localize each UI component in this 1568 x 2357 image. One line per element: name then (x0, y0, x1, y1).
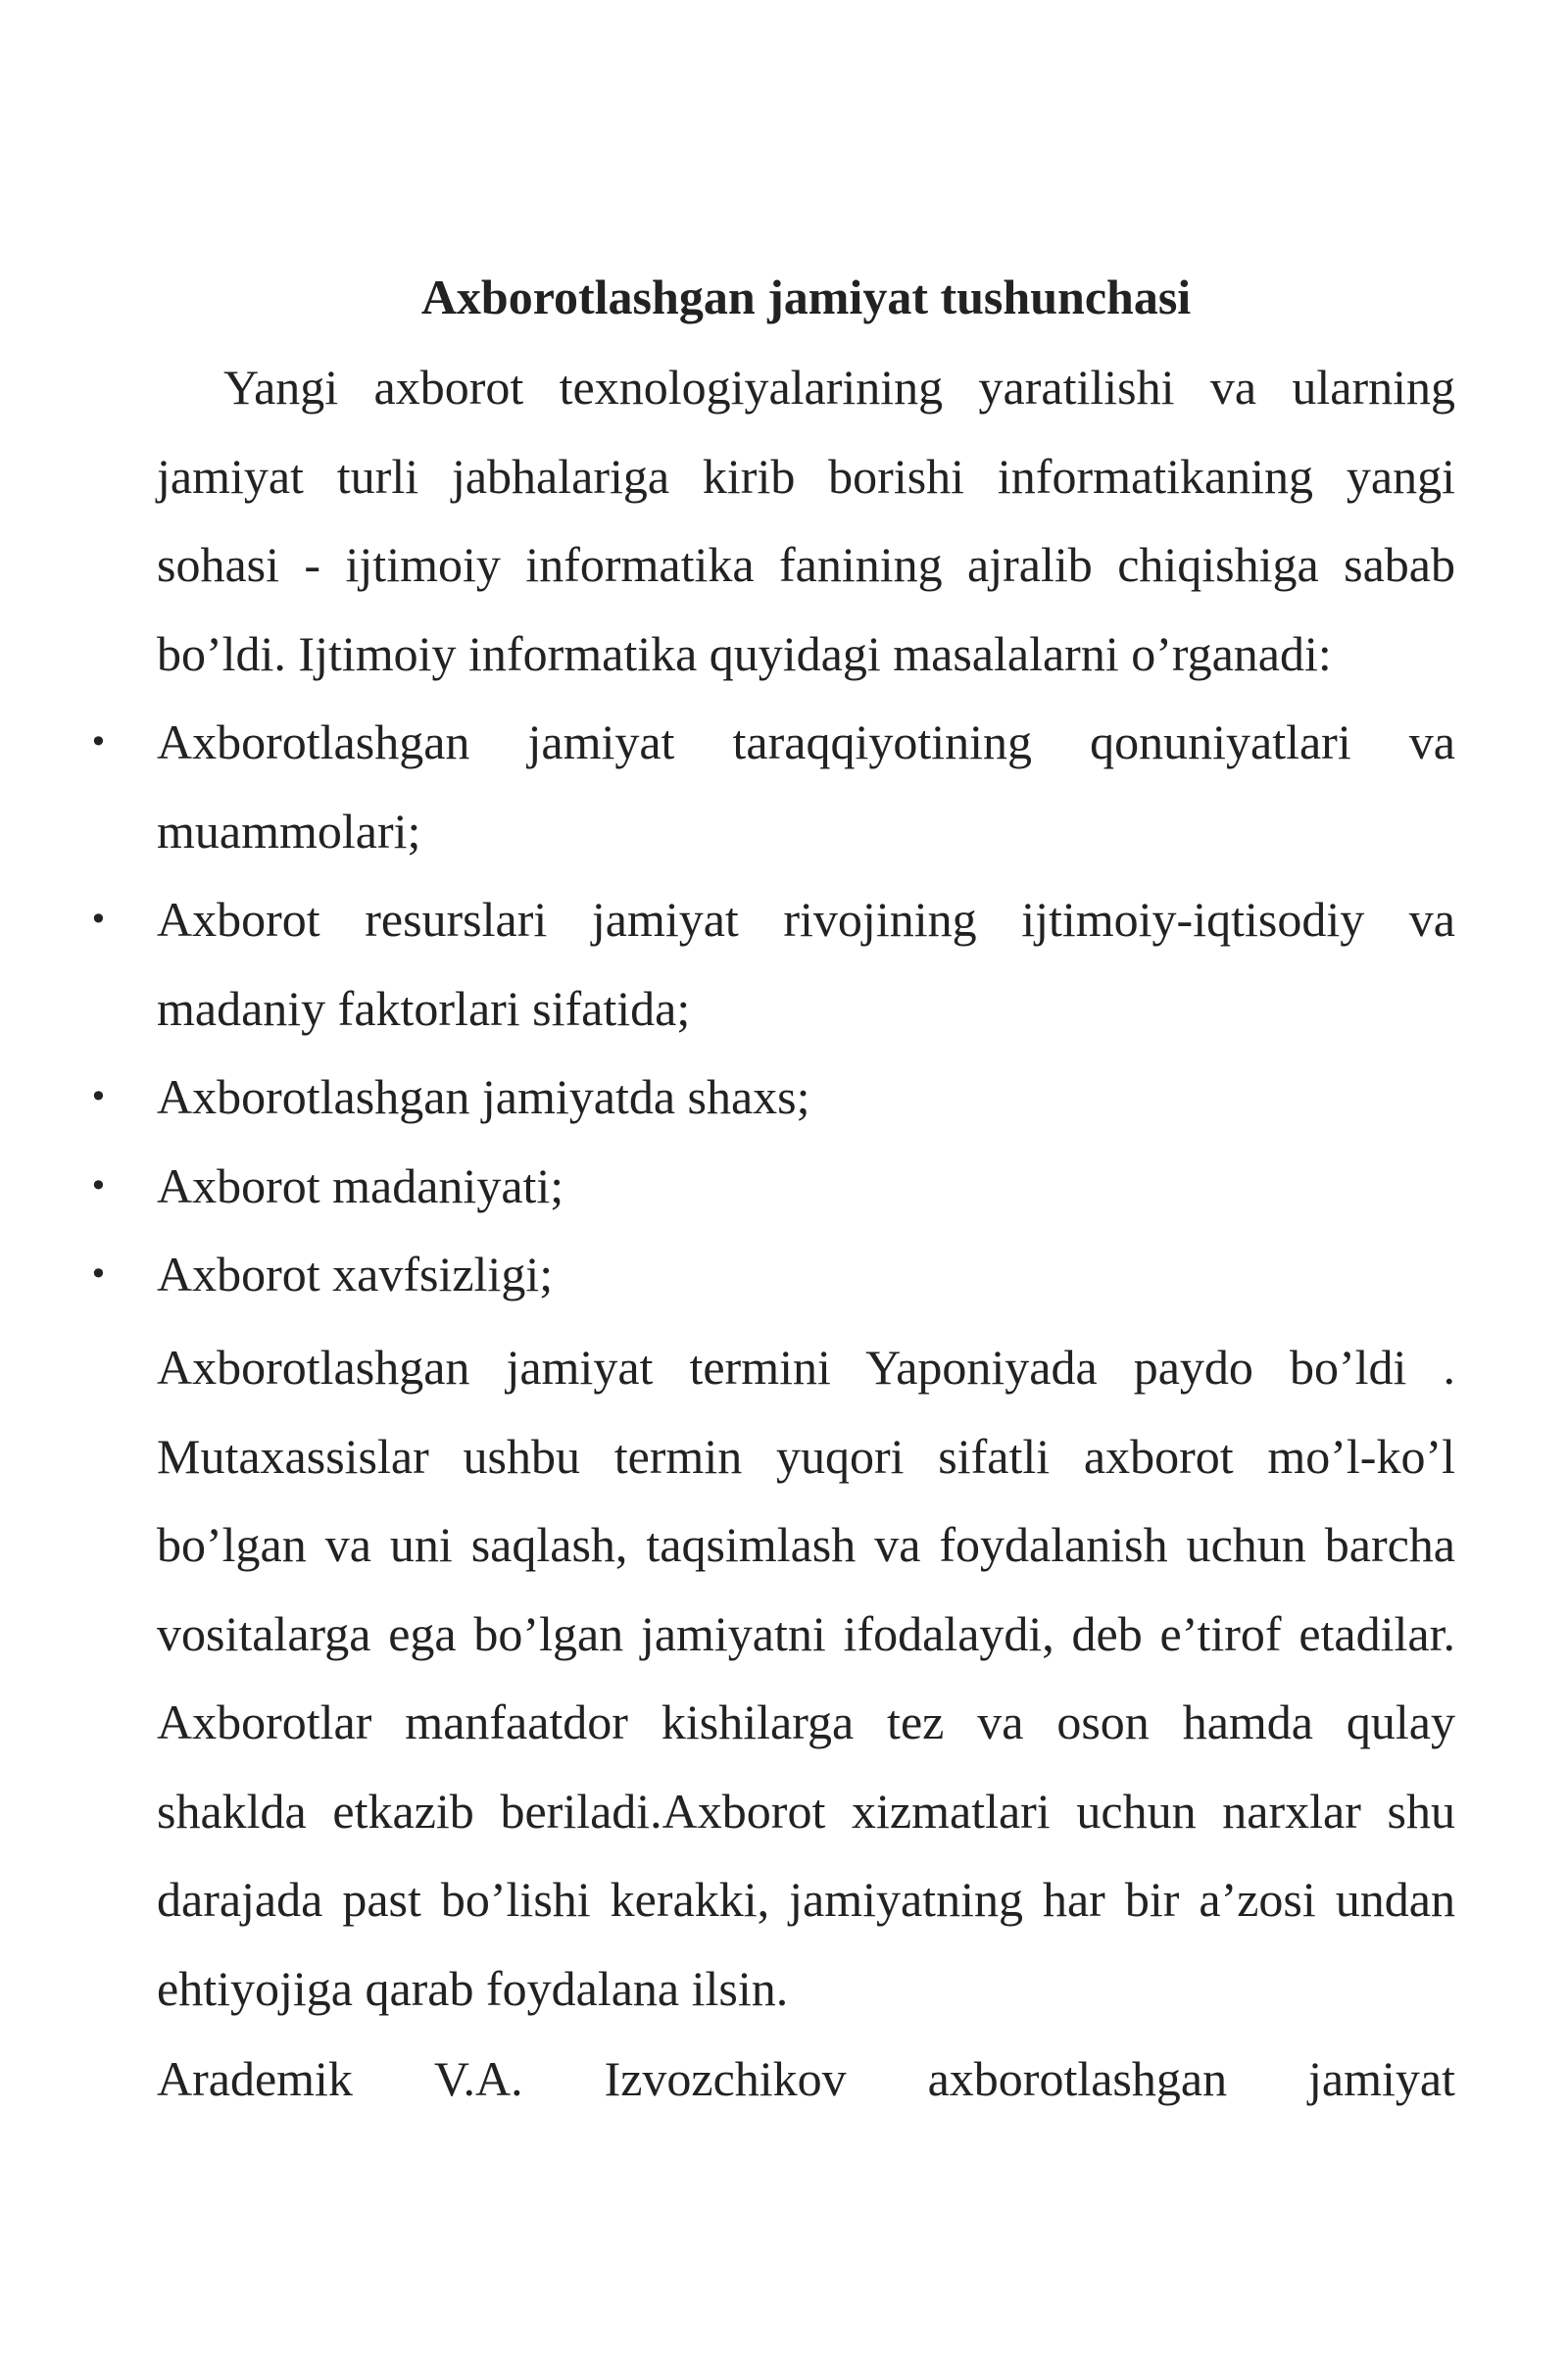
bullet-icon: • (89, 723, 108, 761)
bullet-icon: • (89, 1255, 108, 1293)
list-item (89, 1142, 1455, 1231)
list-item-text: Axborot xavfsizligi; (157, 1247, 554, 1301)
topic-list (89, 698, 1455, 1319)
list-item-text: Axborot madaniyati; (157, 1157, 564, 1213)
definition-paragraph: Axborotlashgan jamiyat termini Yaponiyada paydo bo’ldi . Mutaxassislar ushbu termin yuqori sifatli axborot mo’l-ko’l bo’lgan va uni saqlash, taqsimlash va foydalanish uchun barcha vositalarga ega bo’lgan jamiyatni ifodalaydi, deb e’tirof etadilar. Axborotlar manfaatdor kishilarga tez va oson hamda qulay shaklda etkazib beriladi.Axborot xizmatlari uchun narxlar shu darajada past bo’lishi kerakki, jamiyatning har bir a’zosi undan ehtiyojiga qarab foydalana ilsin. (157, 1340, 1455, 2016)
last-line-word: axborotlashgan (927, 2051, 1228, 2106)
list-item-text: Axborot resurslari jamiyat rivojining ijtimoiy-iqtisodiy va madaniy faktorlari sifatida; (157, 892, 1455, 1036)
list-item (89, 1230, 1455, 1319)
list-item (89, 1053, 1455, 1142)
bullet-icon: • (89, 1166, 108, 1204)
last-line-word: Arademik (157, 2051, 353, 2106)
bullet-icon: • (89, 901, 108, 938)
last-line-word: V.A. (433, 2051, 523, 2106)
bullet-icon: • (89, 1078, 108, 1115)
list-item-text: Axborotlashgan jamiyat taraqqiyotining qonuniyatlari va muammolari; (157, 714, 1455, 859)
intro-paragraph: Yangi axborot texnologiyalarining yaratilishi va ularning jamiyat turli jabhalariga kirib borishi informatikaning yangi sohasi - ijtimoiy informatika fanining ajralib chiqishiga sabab bo’ldi. Ijtimoiy informatika quyidagi masalalarni o’rganadi: (157, 360, 1455, 681)
document-title: Axborotlashgan jamiyat tushunchasi (420, 270, 1192, 324)
truncated-last-line (157, 2035, 1455, 2124)
list-item-text: Axborotlashgan jamiyatda shaxs; (157, 1069, 810, 1124)
last-line-word: Izvozchikov (604, 2051, 847, 2106)
last-line-word: jamiyat (1308, 2051, 1455, 2106)
list-item (89, 875, 1455, 1053)
list-item (89, 698, 1455, 875)
